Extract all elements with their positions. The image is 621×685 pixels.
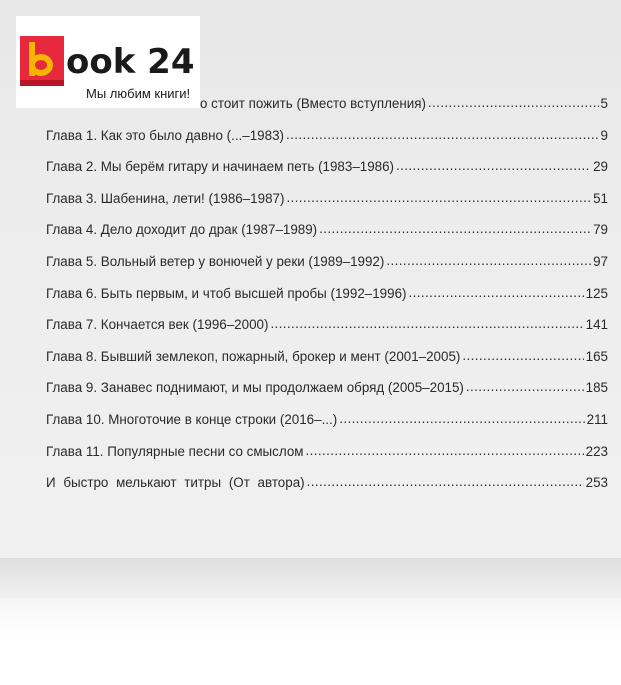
table-of-contents (46, 88, 608, 499)
toc-leader-dots (286, 182, 591, 214)
toc-entry-title: И быстро мелькают титры (От автора) (46, 475, 305, 491)
toc-entry-page: 51 (593, 190, 608, 206)
toc-entry-title: Глава 11. Популярные песни со смыслом (46, 443, 304, 459)
toc-leader-dots (462, 340, 583, 372)
toc-leader-dots (466, 371, 584, 403)
toc-entry-title: Глава 9. Занавес поднимают, и мы продолжаем обряд (2005–2015) (46, 380, 464, 396)
toc-leader-dots (306, 435, 584, 467)
book-b-icon (20, 36, 64, 86)
toc-entry-page: 211 (586, 411, 608, 427)
toc-entry-page: 97 (593, 253, 608, 269)
toc-entry-page: 253 (585, 475, 608, 491)
toc-entry-page: 165 (585, 348, 608, 364)
toc-entry-chapter-1 (46, 120, 608, 152)
toc-entry-chapter-3 (46, 183, 608, 215)
toc-entry-chapter-9 (46, 372, 608, 404)
toc-entry-title: Глава 4. Дело доходит до драк (1987–1989) (46, 222, 318, 238)
toc-leader-dots (428, 87, 599, 119)
toc-entry-page: 5 (600, 96, 608, 111)
toc-entry-chapter-10 (46, 404, 608, 436)
toc-leader-dots (339, 403, 584, 435)
toc-entry-title: Глава 3. Шабенина, лети! (1986–1987) (46, 190, 285, 206)
toc-entry-title: Глава 10. Многоточие в конце строки (2016–...) (46, 411, 338, 427)
toc-entry-chapter-5 (46, 246, 608, 278)
toc-leader-dots (319, 213, 591, 245)
toc-entry-afterword (46, 467, 608, 499)
toc-entry-page: 9 (600, 127, 608, 143)
toc-leader-dots (396, 150, 591, 182)
toc-leader-dots (307, 466, 584, 498)
toc-entry-chapter-7 (46, 309, 608, 341)
toc-entry-chapter-11 (46, 436, 608, 468)
toc-entry-title: Глава 7. Кончается век (1996–2000) (46, 317, 269, 333)
toc-entry-title: Глава 5. Вольный ветер у вонючей у реки (1989–1992) (46, 253, 385, 269)
toc-leader-dots (270, 308, 583, 340)
toc-entry-chapter-8 (46, 341, 608, 373)
toc-entry-page: 185 (585, 380, 608, 396)
toc-leader-dots (386, 245, 591, 277)
toc-entry-page: 29 (593, 159, 608, 175)
toc-entry-chapter-6 (46, 278, 608, 310)
book24-logo[interactable] (16, 16, 200, 108)
toc-entry-page: 79 (593, 222, 608, 238)
toc-entry-chapter-4 (46, 214, 608, 246)
logo-brand-text: ook 24 (66, 42, 195, 82)
logo-tagline: Мы любим книги! (86, 86, 191, 101)
toc-entry-title: Глава 6. Быть первым, и чтоб высшей пробы (1992–1996) (46, 285, 407, 301)
toc-entry-page: 223 (585, 443, 608, 459)
toc-entry-title: Глава 1. Как это было давно (...–1983) (46, 127, 284, 143)
toc-leader-dots (286, 119, 599, 151)
toc-entry-title: Глава 8. Бывший землекоп, пожарный, брокер и мент (2001–2005) (46, 348, 461, 364)
toc-entry-page: 141 (585, 317, 608, 333)
toc-entry-title: Глава 2. Мы берём гитару и начинаем петь (1983–1986) (46, 159, 395, 175)
toc-leader-dots (408, 277, 583, 309)
toc-entry-page: 125 (585, 285, 608, 301)
toc-entry-chapter-2 (46, 151, 608, 183)
toc-entry-title: о стоит пожить (Вместо вступления) (200, 96, 426, 111)
